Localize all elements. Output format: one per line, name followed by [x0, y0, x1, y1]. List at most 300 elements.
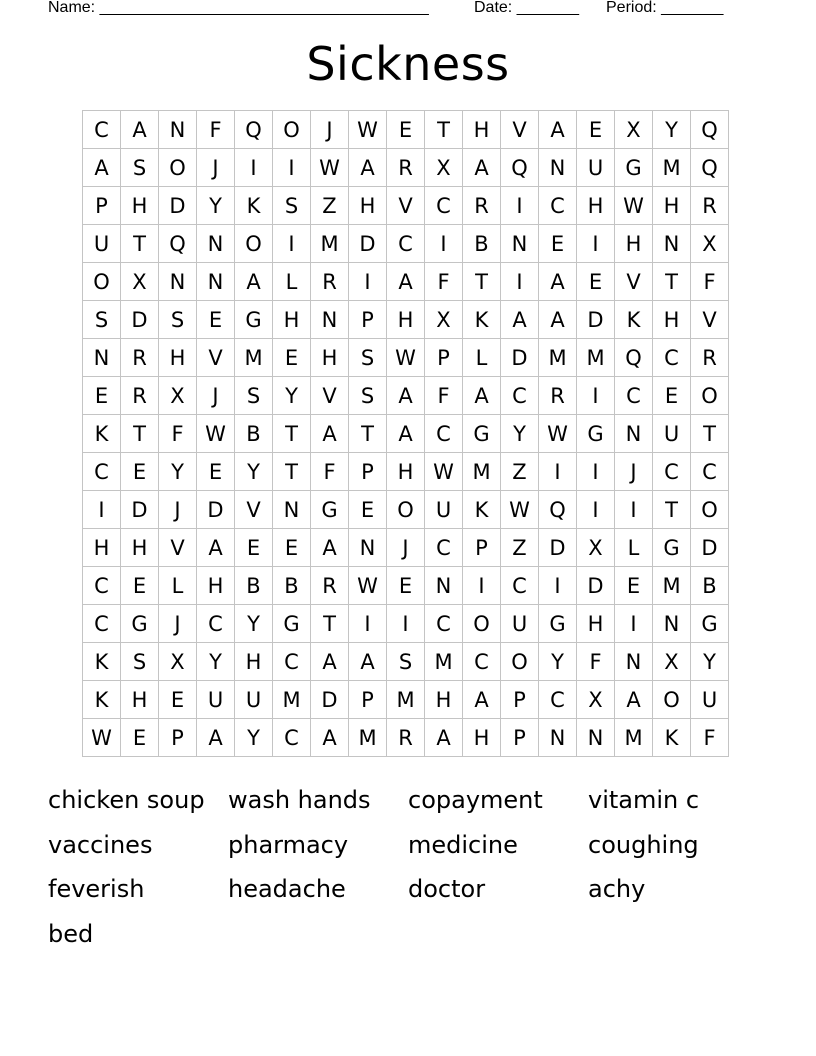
grid-cell: H [425, 681, 463, 719]
grid-cell: E [615, 567, 653, 605]
grid-cell: O [159, 149, 197, 187]
grid-row [83, 681, 729, 719]
grid-cell: W [349, 567, 387, 605]
grid-cell: M [463, 453, 501, 491]
grid-cell: W [311, 149, 349, 187]
grid-cell: P [349, 453, 387, 491]
word-bank-item: vaccines [48, 830, 153, 859]
grid-row [83, 567, 729, 605]
grid-cell: O [83, 263, 121, 301]
grid-cell: I [349, 605, 387, 643]
grid-cell: E [653, 377, 691, 415]
grid-cell: E [83, 377, 121, 415]
worksheet-header [48, 0, 748, 18]
grid-cell: V [235, 491, 273, 529]
grid-row [83, 643, 729, 681]
grid-cell: O [387, 491, 425, 529]
grid-cell: Y [691, 643, 729, 681]
grid-cell: D [121, 491, 159, 529]
grid-cell: I [577, 453, 615, 491]
grid-cell: M [235, 339, 273, 377]
grid-cell: N [653, 605, 691, 643]
grid-cell: N [349, 529, 387, 567]
grid-cell: R [311, 567, 349, 605]
grid-cell: D [501, 339, 539, 377]
grid-cell: N [615, 415, 653, 453]
grid-cell: Y [273, 377, 311, 415]
grid-cell: H [121, 529, 159, 567]
grid-cell: C [83, 605, 121, 643]
grid-cell: W [83, 719, 121, 757]
grid-cell: C [425, 415, 463, 453]
grid-cell: S [387, 643, 425, 681]
grid-cell: F [577, 643, 615, 681]
grid-row [83, 605, 729, 643]
grid-cell: F [691, 263, 729, 301]
grid-cell: E [273, 529, 311, 567]
grid-cell: R [387, 149, 425, 187]
grid-row [83, 529, 729, 567]
grid-cell: Q [159, 225, 197, 263]
grid-cell: K [235, 187, 273, 225]
grid-cell: R [121, 377, 159, 415]
grid-cell: K [653, 719, 691, 757]
grid-cell: R [691, 339, 729, 377]
grid-cell: N [197, 263, 235, 301]
grid-cell: U [425, 491, 463, 529]
grid-cell: F [159, 415, 197, 453]
grid-cell: A [539, 111, 577, 149]
grid-cell: V [159, 529, 197, 567]
grid-cell: A [311, 719, 349, 757]
grid-cell: A [121, 111, 159, 149]
grid-cell: E [159, 681, 197, 719]
grid-cell: I [615, 491, 653, 529]
grid-cell: F [425, 377, 463, 415]
grid-row [83, 491, 729, 529]
grid-cell: J [387, 529, 425, 567]
grid-cell: Y [235, 453, 273, 491]
word-bank-item: doctor [408, 875, 486, 903]
word-bank-item: wash hands [228, 786, 371, 814]
grid-cell: O [463, 605, 501, 643]
grid-cell: J [159, 605, 197, 643]
grid-cell: A [349, 149, 387, 187]
grid-cell: R [463, 187, 501, 225]
grid-cell: R [311, 263, 349, 301]
grid-cell: I [387, 605, 425, 643]
grid-cell: C [387, 225, 425, 263]
grid-cell: L [615, 529, 653, 567]
grid-row [83, 225, 729, 263]
grid-cell: U [501, 605, 539, 643]
grid-cell: Q [691, 111, 729, 149]
date-field: Date: _______ [474, 0, 579, 16]
grid-cell: O [273, 111, 311, 149]
grid-cell: K [615, 301, 653, 339]
grid-cell: N [539, 719, 577, 757]
grid-cell: H [349, 187, 387, 225]
grid-cell: N [425, 567, 463, 605]
grid-cell: V [387, 187, 425, 225]
grid-cell: T [121, 415, 159, 453]
word-bank-item: pharmacy [228, 830, 349, 859]
grid-cell: A [197, 529, 235, 567]
grid-cell: N [273, 491, 311, 529]
grid-cell: S [121, 643, 159, 681]
grid-cell: Y [159, 453, 197, 491]
grid-cell: G [463, 415, 501, 453]
grid-cell: X [121, 263, 159, 301]
grid-cell: C [501, 377, 539, 415]
grid-cell: A [425, 719, 463, 757]
grid-cell: O [691, 377, 729, 415]
grid-cell: T [653, 263, 691, 301]
grid-cell: T [653, 491, 691, 529]
grid-cell: D [577, 301, 615, 339]
grid-cell: G [653, 529, 691, 567]
grid-cell: D [349, 225, 387, 263]
word-bank-item: vitamin c [588, 786, 700, 814]
grid-cell: G [235, 301, 273, 339]
grid-cell: R [539, 377, 577, 415]
grid-cell: E [121, 453, 159, 491]
grid-cell: X [159, 643, 197, 681]
grid-cell: M [653, 149, 691, 187]
grid-cell: G [273, 605, 311, 643]
grid-cell: A [463, 149, 501, 187]
grid-cell: C [425, 529, 463, 567]
grid-cell: C [83, 567, 121, 605]
grid-cell: M [653, 567, 691, 605]
word-bank-item: copayment [408, 786, 543, 814]
grid-cell: W [349, 111, 387, 149]
grid-row [83, 415, 729, 453]
grid-cell: Q [235, 111, 273, 149]
grid-cell: I [577, 225, 615, 263]
word-bank-item: chicken soup [48, 786, 205, 814]
grid-cell: X [425, 301, 463, 339]
grid-cell: T [425, 111, 463, 149]
grid-cell: U [235, 681, 273, 719]
grid-cell: K [83, 681, 121, 719]
grid-cell: D [691, 529, 729, 567]
grid-cell: N [577, 719, 615, 757]
grid-cell: A [235, 263, 273, 301]
grid-cell: P [349, 301, 387, 339]
grid-cell: I [235, 149, 273, 187]
grid-cell: T [311, 605, 349, 643]
grid-cell: A [539, 301, 577, 339]
grid-cell: M [311, 225, 349, 263]
grid-cell: P [349, 681, 387, 719]
grid-cell: Q [615, 339, 653, 377]
grid-row [83, 111, 729, 149]
grid-cell: Z [501, 453, 539, 491]
grid-cell: A [387, 377, 425, 415]
grid-cell: R [121, 339, 159, 377]
grid-cell: S [349, 339, 387, 377]
grid-cell: A [349, 643, 387, 681]
word-bank-item: bed [48, 919, 94, 948]
grid-cell: E [273, 339, 311, 377]
name-field: Name: _____________________________________ [48, 0, 429, 16]
grid-cell: M [425, 643, 463, 681]
grid-cell: N [653, 225, 691, 263]
grid-cell: G [577, 415, 615, 453]
grid-cell: X [577, 681, 615, 719]
grid-cell: C [273, 643, 311, 681]
grid-cell: G [539, 605, 577, 643]
grid-cell: Z [311, 187, 349, 225]
grid-cell: C [273, 719, 311, 757]
grid-cell: H [311, 339, 349, 377]
grid-cell: H [577, 187, 615, 225]
grid-cell: A [311, 643, 349, 681]
grid-cell: A [83, 149, 121, 187]
grid-cell: H [121, 681, 159, 719]
grid-cell: X [577, 529, 615, 567]
grid-cell: A [197, 719, 235, 757]
grid-cell: P [159, 719, 197, 757]
grid-cell: F [425, 263, 463, 301]
grid-cell: G [691, 605, 729, 643]
grid-cell: K [463, 301, 501, 339]
grid-cell: C [539, 187, 577, 225]
grid-cell: X [653, 643, 691, 681]
grid-cell: Z [501, 529, 539, 567]
grid-cell: C [653, 339, 691, 377]
grid-cell: P [425, 339, 463, 377]
grid-cell: P [501, 681, 539, 719]
grid-cell: U [653, 415, 691, 453]
grid-row [83, 377, 729, 415]
grid-cell: C [425, 187, 463, 225]
grid-cell: N [539, 149, 577, 187]
grid-cell: B [273, 567, 311, 605]
grid-cell: H [387, 301, 425, 339]
grid-cell: Y [235, 605, 273, 643]
grid-cell: P [83, 187, 121, 225]
grid-cell: E [349, 491, 387, 529]
grid-cell: H [159, 339, 197, 377]
grid-cell: M [349, 719, 387, 757]
grid-cell: I [501, 263, 539, 301]
grid-cell: A [387, 263, 425, 301]
grid-cell: H [577, 605, 615, 643]
grid-cell: J [197, 149, 235, 187]
grid-cell: K [83, 643, 121, 681]
grid-cell: C [501, 567, 539, 605]
grid-cell: Y [501, 415, 539, 453]
grid-cell: N [159, 111, 197, 149]
grid-cell: T [463, 263, 501, 301]
grid-cell: A [387, 415, 425, 453]
grid-cell: M [273, 681, 311, 719]
grid-cell: D [539, 529, 577, 567]
grid-cell: Q [539, 491, 577, 529]
grid-cell: E [387, 567, 425, 605]
grid-cell: B [235, 567, 273, 605]
grid-cell: T [349, 415, 387, 453]
grid-cell: A [463, 377, 501, 415]
grid-cell: J [615, 453, 653, 491]
grid-cell: O [691, 491, 729, 529]
grid-cell: F [197, 111, 235, 149]
grid-cell: E [235, 529, 273, 567]
grid-cell: G [311, 491, 349, 529]
grid-cell: W [539, 415, 577, 453]
grid-row [83, 263, 729, 301]
grid-cell: I [577, 491, 615, 529]
grid-row [83, 301, 729, 339]
word-bank-item: medicine [408, 830, 518, 859]
grid-cell: C [197, 605, 235, 643]
grid-cell: N [159, 263, 197, 301]
grid-cell: I [463, 567, 501, 605]
grid-cell: E [539, 225, 577, 263]
grid-cell: S [235, 377, 273, 415]
grid-cell: I [349, 263, 387, 301]
grid-cell: C [83, 111, 121, 149]
grid-cell: J [159, 491, 197, 529]
grid-cell: O [501, 643, 539, 681]
grid-cell: O [235, 225, 273, 263]
grid-cell: X [425, 149, 463, 187]
grid-cell: N [311, 301, 349, 339]
grid-cell: S [273, 187, 311, 225]
grid-cell: T [691, 415, 729, 453]
grid-cell: X [615, 111, 653, 149]
grid-cell: E [197, 301, 235, 339]
grid-cell: C [691, 453, 729, 491]
grid-cell: Q [501, 149, 539, 187]
word-bank-item: headache [228, 875, 346, 903]
grid-cell: H [463, 719, 501, 757]
grid-cell: N [615, 643, 653, 681]
grid-cell: M [387, 681, 425, 719]
grid-cell: N [501, 225, 539, 263]
word-bank-item: feverish [48, 875, 145, 903]
grid-cell: S [349, 377, 387, 415]
grid-cell: N [197, 225, 235, 263]
grid-cell: F [691, 719, 729, 757]
grid-cell: D [577, 567, 615, 605]
grid-cell: N [83, 339, 121, 377]
grid-cell: P [501, 719, 539, 757]
grid-row [83, 453, 729, 491]
grid-cell: C [653, 453, 691, 491]
grid-cell: V [615, 263, 653, 301]
grid-cell: M [539, 339, 577, 377]
grid-cell: H [273, 301, 311, 339]
grid-cell: A [463, 681, 501, 719]
grid-cell: C [83, 453, 121, 491]
grid-cell: P [463, 529, 501, 567]
word-bank-item: coughing [588, 830, 699, 859]
grid-cell: C [425, 605, 463, 643]
grid-cell: T [121, 225, 159, 263]
grid-cell: C [615, 377, 653, 415]
grid-cell: L [273, 263, 311, 301]
grid-cell: M [615, 719, 653, 757]
grid-cell: I [273, 149, 311, 187]
grid-cell: T [273, 453, 311, 491]
grid-cell: H [235, 643, 273, 681]
grid-cell: H [463, 111, 501, 149]
grid-cell: A [501, 301, 539, 339]
grid-cell: Y [539, 643, 577, 681]
grid-cell: E [121, 719, 159, 757]
grid-cell: U [577, 149, 615, 187]
grid-cell: J [311, 111, 349, 149]
grid-cell: D [311, 681, 349, 719]
grid-cell: W [387, 339, 425, 377]
grid-cell: B [463, 225, 501, 263]
grid-cell: W [197, 415, 235, 453]
grid-cell: E [577, 263, 615, 301]
grid-cell: I [273, 225, 311, 263]
page-title: Sickness [306, 37, 510, 91]
grid-cell: F [311, 453, 349, 491]
grid-cell: O [653, 681, 691, 719]
grid-cell: W [425, 453, 463, 491]
grid-cell: T [273, 415, 311, 453]
grid-cell: E [577, 111, 615, 149]
grid-cell: S [159, 301, 197, 339]
grid-cell: Y [235, 719, 273, 757]
grid-cell: D [159, 187, 197, 225]
grid-cell: K [463, 491, 501, 529]
grid-cell: A [311, 415, 349, 453]
grid-cell: V [311, 377, 349, 415]
grid-cell: I [425, 225, 463, 263]
grid-cell: S [83, 301, 121, 339]
grid-cell: S [121, 149, 159, 187]
grid-cell: A [615, 681, 653, 719]
grid-cell: W [615, 187, 653, 225]
grid-cell: I [615, 605, 653, 643]
grid-cell: H [197, 567, 235, 605]
grid-cell: B [235, 415, 273, 453]
grid-row [83, 719, 729, 757]
grid-cell: I [539, 567, 577, 605]
grid-row [83, 187, 729, 225]
grid-cell: V [197, 339, 235, 377]
grid-cell: K [83, 415, 121, 453]
grid-cell: L [463, 339, 501, 377]
grid-row [83, 149, 729, 187]
grid-cell: G [615, 149, 653, 187]
grid-cell: Y [197, 187, 235, 225]
word-bank [48, 778, 788, 956]
grid-cell: X [159, 377, 197, 415]
grid-cell: I [501, 187, 539, 225]
word-search-grid [82, 110, 729, 757]
grid-cell: E [121, 567, 159, 605]
grid-cell: Y [197, 643, 235, 681]
period-field: Period: _______ [606, 0, 724, 16]
grid-cell: H [387, 453, 425, 491]
grid-cell: E [197, 453, 235, 491]
grid-cell: R [387, 719, 425, 757]
grid-cell: Y [653, 111, 691, 149]
grid-cell: X [691, 225, 729, 263]
grid-cell: W [501, 491, 539, 529]
grid-cell: D [121, 301, 159, 339]
grid-cell: H [653, 187, 691, 225]
grid-cell: J [197, 377, 235, 415]
